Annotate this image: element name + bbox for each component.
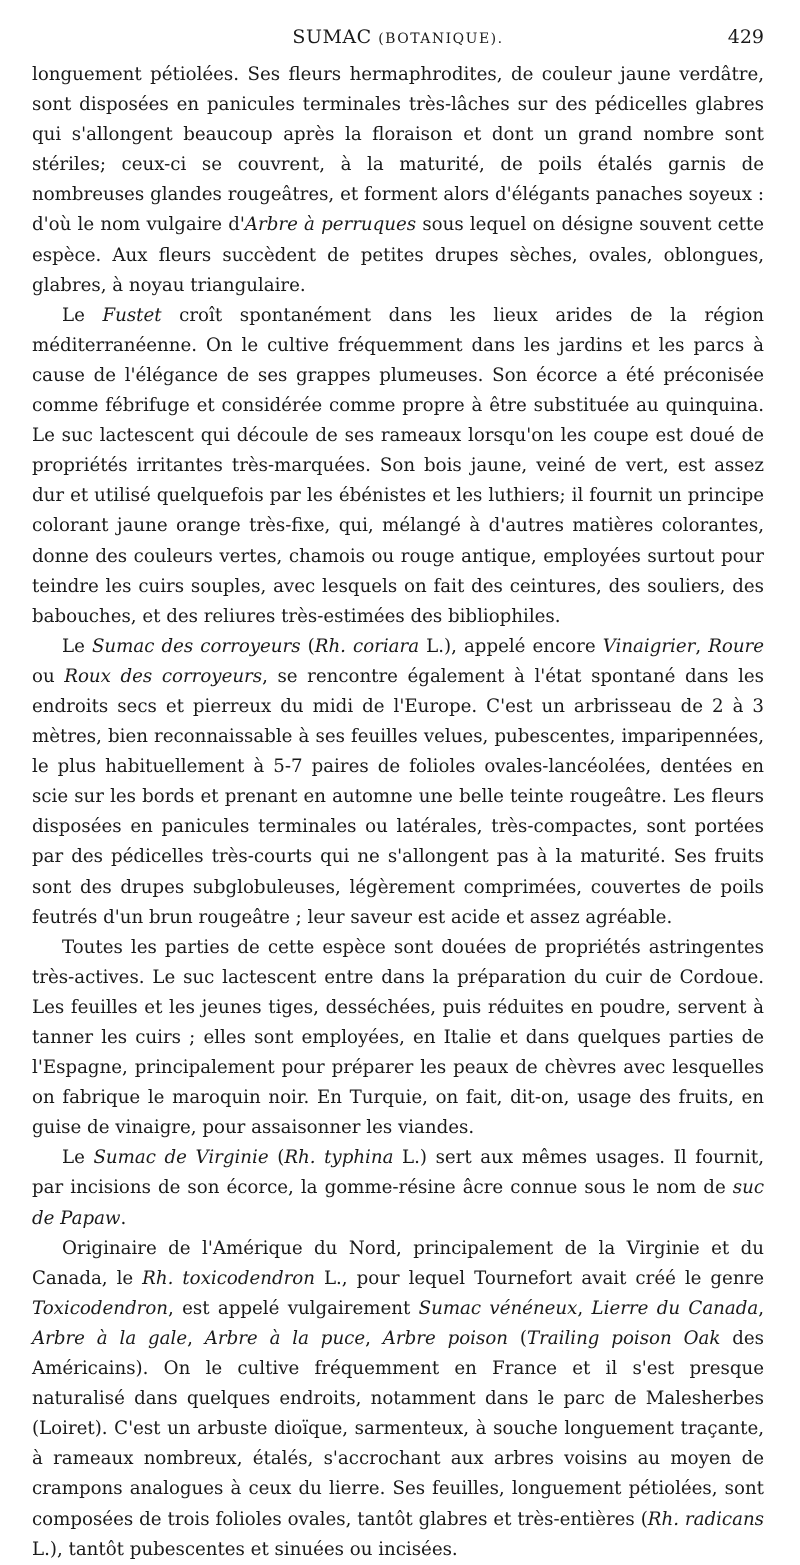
- text-run: L., pour lequel Tournefort avait créé le genre: [314, 1267, 764, 1289]
- italic-term: Sumac de Virginie: [93, 1147, 269, 1169]
- document-page: [32, 22, 764, 1565]
- running-title: [32, 26, 764, 48]
- paragraph: [32, 1234, 764, 1565]
- running-title-main: SUMAC: [292, 26, 372, 48]
- paragraph: [32, 933, 764, 1144]
- text-run: (: [268, 1147, 285, 1169]
- text-run: Le: [62, 635, 92, 657]
- italic-term: Rh. radicans: [647, 1508, 764, 1530]
- text-run: ,: [187, 1327, 205, 1349]
- paragraph: [32, 60, 764, 301]
- italic-term: Arbre poison: [382, 1327, 508, 1349]
- running-head: [32, 22, 764, 60]
- text-run: Originaire de l'Amérique du Nord, principalement de la Virginie et du Canada, le: [32, 1237, 764, 1289]
- italic-term: Vinaigrier: [602, 635, 696, 657]
- text-run: (: [508, 1327, 527, 1349]
- text-run: ,: [758, 1297, 764, 1319]
- text-run: (: [300, 635, 315, 657]
- text-run: sous lequel on désigne souvent cette espèce. Aux fleurs succèdent de petites drupes sèches, ovales, oblongues, glabres, à noyau triangulaire.: [32, 214, 765, 296]
- page-number: 429: [727, 26, 764, 48]
- text-run: ,: [365, 1327, 383, 1349]
- text-run: ,: [577, 1297, 592, 1319]
- text-run: croît spontanément dans les lieux arides de la région méditerranéenne. On le cultive fréquemment dans les jardins et les parcs à cause de l'élégance de ses grappes plumeuses. Son écorce a été préconisée comme fébrifuge et considérée comme propre à être substituée au quinquina. Le suc lactescent qui découle de ses rameaux lorsqu'on les coupe est doué de propriétés irritantes très-marquées. Son bois jaune, veiné de vert, est assez dur et utilisé quelquefois par les ébénistes et les luthiers; il fournit un principe colorant jaune orange très-fixe, qui, mélangé à d'autres matières colorantes, donne des couleurs vertes, chamois ou rouge antique, employées surtout pour teindre les cuirs souples, avec lesquels on fait des ceintures, des souliers, des babouches, et des reliures très-estimées des bibliophiles.: [32, 304, 765, 627]
- italic-term: Fustet: [102, 304, 162, 326]
- italic-term: Arbre à la puce: [204, 1327, 366, 1349]
- text-run: L.), tantôt pubescentes et sinuées ou incisées.: [32, 1538, 458, 1560]
- text-run: L.), appelé encore: [419, 635, 603, 657]
- italic-term: Sumac vénéneux: [418, 1297, 578, 1319]
- italic-term: Roux des corroyeurs: [64, 665, 263, 687]
- text-run: Toutes les parties de cette espèce sont douées de propriétés astringentes très-actives. Le suc lactescent entre dans la préparation du cuir de Cordoue. Les feuilles et les jeunes tiges, desséchées, puis réduites en poudre, servent à tanner les cuirs ; elles sont employées, en Italie et dans quelques parties de l'Espagne, principalement pour préparer les peaux de chèvres avec lesquelles on fabrique le maroquin noir. En Turquie, on fait, dit-on, usage des fruits, en guise de vinaigre, pour assaisonner les viandes.: [32, 936, 764, 1139]
- italic-term: Lierre du Canada: [591, 1297, 759, 1319]
- italic-term: Rh. typhina: [284, 1147, 394, 1169]
- text-run: L.) sert aux mêmes usages. Il fournit, par incisions de son écorce, la gomme-résine âcre connue sous le nom de: [32, 1147, 764, 1199]
- italic-term: Trailing poison Oak: [526, 1327, 721, 1349]
- italic-term: Rh. toxicodendron: [142, 1267, 315, 1289]
- text-run: Le: [62, 304, 103, 326]
- italic-term: suc de Papaw: [32, 1177, 764, 1229]
- italic-term: Roure: [708, 635, 765, 657]
- italic-term: Arbre à la gale: [32, 1327, 188, 1349]
- text-run: , se rencontre également à l'état spontané dans les endroits secs et pierreux du midi de l'Europe. C'est un arbrisseau de 2 à 3 mètres, bien reconnaissable à ses feuilles velues, pubescentes, imparipennées, le plus habituellement à 5-7 paires de folioles ovales-lancéolées, dentées en scie sur les bords et prenant en automne une belle teinte rougeâtre. Les fleurs disposées en panicules terminales ou latérales, très-compactes, sont portées par des pédicelles très-courts qui ne s'allongent pas à la maturité. Ses fruits sont des drupes subglobuleuses, légèrement comprimées, couvertes de poils feutrés d'un brun rougeâtre ; leur saveur est acide et assez agréable.: [32, 665, 764, 928]
- running-title-sub: (BOTANIQUE).: [378, 31, 504, 47]
- paragraph: [32, 1143, 764, 1233]
- text-run: .: [120, 1207, 127, 1229]
- italic-term: Sumac des corroyeurs: [91, 635, 301, 657]
- body-text: [32, 60, 764, 1565]
- text-run: ou: [32, 665, 65, 687]
- text-run: ,: [695, 635, 709, 657]
- text-run: longuement pétiolées. Ses fleurs hermaphrodites, de couleur jaune verdâtre, sont disposées en panicules terminales très-lâches sur des pédicelles glabres qui s'allongent beaucoup après la floraison et dont un grand nombre sont stériles; ceux-ci se couvrent, à la maturité, de poils étalés garnis de nombreuses glandes rougeâtres, et forment alors d'élégants panaches soyeux : d'où le nom vulgaire d': [32, 64, 764, 236]
- italic-term: Toxicodendron: [32, 1297, 168, 1319]
- text-run: , est appelé vulgairement: [168, 1297, 419, 1319]
- italic-term: Arbre à perruques: [244, 214, 417, 236]
- text-run: des Américains). On le cultive fréquemment en France et il s'est presque naturalisé dans quelques endroits, notamment dans le parc de Malesherbes (Loiret). C'est un arbuste dioïque, sarmenteux, à souche longuement traçante, à rameaux nombreux, étalés, s'accrochant aux arbres voisins au moyen de crampons analogues à ceux du lierre. Ses feuilles, longuement pétiolées, sont composées de trois folioles ovales, tantôt glabres et très-entières (: [32, 1327, 764, 1530]
- paragraph: [32, 301, 764, 632]
- italic-term: Rh. coriara: [314, 635, 420, 657]
- paragraph: [32, 632, 764, 933]
- text-run: Le: [62, 1147, 94, 1169]
